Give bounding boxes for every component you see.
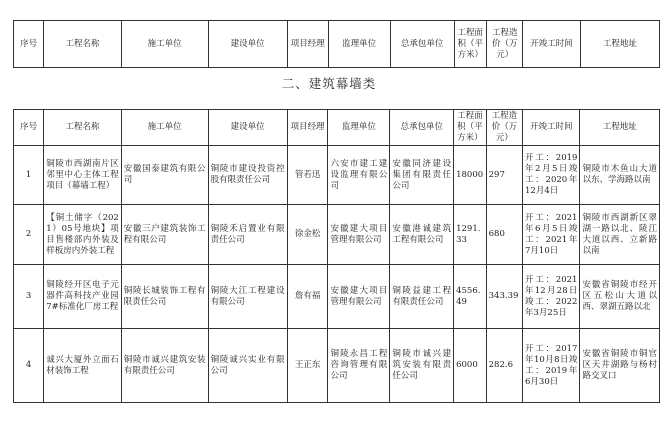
cell-cost: 343.39 <box>486 265 522 329</box>
cell-area: 1291.33 <box>454 205 487 265</box>
header-supervision-unit: 监理单位 <box>328 21 390 68</box>
header-period: 开竣工时间 <box>523 110 580 146</box>
cell-construction-unit: 安徽国泰建筑有限公司 <box>121 146 208 205</box>
header-address: 工程地址 <box>580 21 659 68</box>
cell-address: 安徽省铜陵市铜官区天井湖路与杨村路交叉口 <box>580 329 660 403</box>
cell-construction-unit: 铜陵市诚兴建筑安装有限责任公司 <box>121 329 208 403</box>
cell-period: 开工：2021年12月28日竣工：2022年3月25日 <box>523 265 580 329</box>
cell-project-name: 铜陵经开区电子元器件高科技产业园7#标准化厂房工程 <box>44 265 122 329</box>
header-cost: 工程造价（万元） <box>487 21 523 68</box>
cell-construction-unit: 安徽三户建筑装饰工程有限公司 <box>121 205 208 265</box>
cell-project-name: 铜陵市西湖南片区邻里中心主体工程项目（幕墙工程） <box>44 146 122 205</box>
table-row <box>14 265 660 329</box>
cell-period: 开工：2019年2月5日竣工：2020年12月4日 <box>523 146 580 205</box>
cell-area: 4556.49 <box>454 265 487 329</box>
header-cost: 工程造价（万元） <box>486 110 522 146</box>
cell-project-manager: 詹有福 <box>287 265 328 329</box>
cell-supervision-unit: 六安市建工建设监理有限公司 <box>328 146 390 205</box>
cell-general-contractor: 安徽港诚建筑工程有限公司 <box>390 205 454 265</box>
project-table <box>13 109 660 403</box>
cell-address: 铜陵市木鱼山大道以东、学海路以南 <box>580 146 660 205</box>
cell-cost: 297 <box>486 146 522 205</box>
cell-builder-unit: 铜陵禾启置业有限责任公司 <box>208 205 287 265</box>
header-project-manager: 项目经理 <box>287 110 328 146</box>
header-row <box>14 110 660 146</box>
cell-area: 18000 <box>454 146 487 205</box>
cell-supervision-unit: 安徽建大项目管理有限公司 <box>328 205 390 265</box>
header-address: 工程地址 <box>580 110 660 146</box>
header-project-name: 工程名称 <box>44 21 121 68</box>
header-project-manager: 项目经理 <box>287 21 328 68</box>
cell-supervision-unit: 铜陵永昌工程咨询管理有限公司 <box>328 329 390 403</box>
section-title: 二、建筑幕墙类 <box>281 76 377 91</box>
header-general-contractor: 总承包单位 <box>390 110 454 146</box>
cell-project-manager: 王正东 <box>287 329 328 403</box>
cell-period: 开工：2021年6月5日竣工：2021年7月10日 <box>523 205 580 265</box>
cell-cost: 282.6 <box>486 329 522 403</box>
table-row <box>14 146 660 205</box>
header-supervision-unit: 监理单位 <box>328 110 390 146</box>
cell-seq: 1 <box>14 146 44 205</box>
cell-cost: 680 <box>486 205 522 265</box>
header-area: 工程面积（平方米） <box>454 110 487 146</box>
header-general-contractor: 总承包单位 <box>390 21 454 68</box>
header-builder-unit: 建设单位 <box>208 110 287 146</box>
table-header-top <box>13 20 660 68</box>
table-row <box>14 205 660 265</box>
header-construction-unit: 施工单位 <box>121 110 208 146</box>
header-seq: 序号 <box>14 110 44 146</box>
cell-seq: 3 <box>14 265 44 329</box>
cell-builder-unit: 铜陵市建设投资控股有限责任公司 <box>208 146 287 205</box>
cell-construction-unit: 铜陵长城装饰工程有限责任公司 <box>121 265 208 329</box>
header-builder-unit: 建设单位 <box>208 21 287 68</box>
header-area: 工程面积（平方米） <box>454 21 487 68</box>
header-seq: 序号 <box>14 21 44 68</box>
cell-general-contractor: 安徽同济建设集团有限责任公司 <box>390 146 454 205</box>
header-project-name: 工程名称 <box>44 110 122 146</box>
cell-address: 安徽省铜陵市经开区五松山大道以西、翠湖五路以北 <box>580 265 660 329</box>
cell-area: 6000 <box>454 329 487 403</box>
cell-general-contractor: 铜陵市诚兴建筑安装有限责任公司 <box>390 329 454 403</box>
cell-supervision-unit: 安徽建大项目管理有限公司 <box>328 265 390 329</box>
cell-general-contractor: 铜陵益建工程有限责任公司 <box>390 265 454 329</box>
header-row <box>14 21 660 68</box>
cell-project-name: 诚兴大厦外立面石材装饰工程 <box>44 329 122 403</box>
cell-project-manager: 管若迅 <box>287 146 328 205</box>
cell-seq: 4 <box>14 329 44 403</box>
cell-seq: 2 <box>14 205 44 265</box>
table-row <box>14 329 660 403</box>
cell-builder-unit: 铜陵大江工程建设有限公司 <box>208 265 287 329</box>
cell-address: 铜陵市西湖新区翠湖一路以北、陵江大道以西、立新路以南 <box>580 205 660 265</box>
cell-period: 开工：2017年10月8日竣工：2019年6月30日 <box>523 329 580 403</box>
cell-builder-unit: 铜陵诚兴实业有限公司 <box>208 329 287 403</box>
header-period: 开竣工时间 <box>523 21 580 68</box>
header-construction-unit: 施工单位 <box>121 21 208 68</box>
cell-project-name: 【铜土储字（2021）05号地块】项目售楼部内外装及样板房内外装工程 <box>44 205 122 265</box>
cell-project-manager: 徐金松 <box>287 205 328 265</box>
